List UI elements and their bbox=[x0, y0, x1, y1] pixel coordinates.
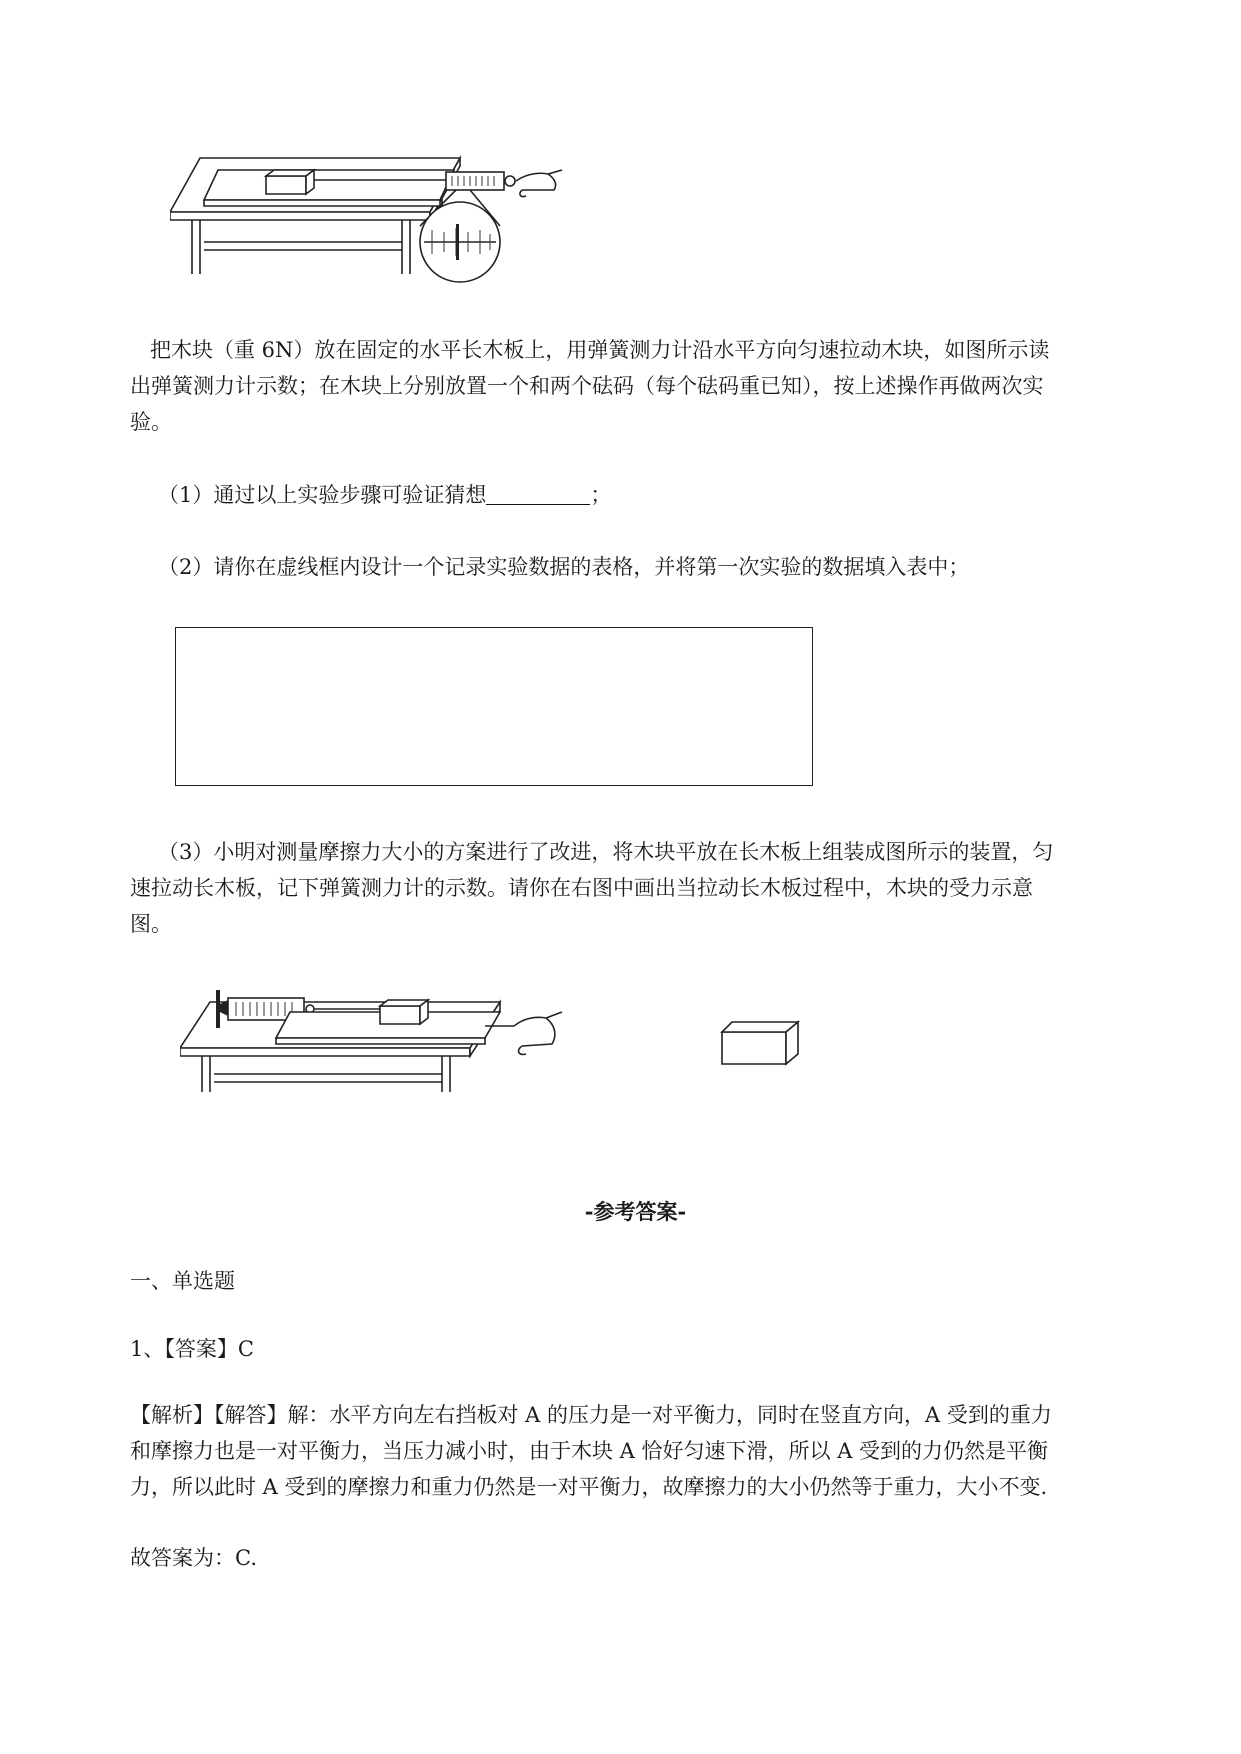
figure-2-improved-setup bbox=[180, 990, 620, 1095]
question-1-end: ； bbox=[590, 483, 612, 507]
question-1 bbox=[158, 477, 611, 513]
wooden-block-diagram[interactable] bbox=[720, 1020, 802, 1066]
intro-line-1: 把木块（重 6N）放在固定的水平长木板上，用弹簧测力计沿水平方向匀速拉动木块，如图所示读 bbox=[150, 338, 1050, 362]
question-3-line-2: 速拉动长木板，记下弹簧测力计的示数。请你在右图中画出当拉动长木板过程中，木块的受力示意 bbox=[130, 876, 1033, 900]
analysis-line-2: 和摩擦力也是一对平衡力，当压力减小时，由于木块 A 恰好匀速下滑，所以 A 受到的力仍然是平衡 bbox=[130, 1439, 1049, 1463]
data-table-box[interactable] bbox=[175, 627, 813, 786]
answer-blank[interactable] bbox=[486, 482, 590, 505]
intro-line-3: 验。 bbox=[130, 410, 172, 434]
analysis-line-3: 力，所以此时 A 受到的摩擦力和重力仍然是一对平衡力，故摩擦力的大小仍然等于重力，大小不变. bbox=[130, 1475, 1048, 1499]
answer-conclusion: 故答案为：C. bbox=[130, 1546, 257, 1570]
question-3-line-3: 图。 bbox=[130, 912, 172, 936]
question-2: （2）请你在虚线框内设计一个记录实验数据的表格，并将第一次实验的数据填入表中； bbox=[158, 555, 970, 579]
answer-item-1: 1、【答案】C bbox=[130, 1337, 254, 1361]
answer-title: -参考答案- bbox=[584, 1199, 687, 1224]
section-heading: 一、单选题 bbox=[130, 1269, 235, 1293]
intro-paragraph bbox=[150, 332, 1049, 368]
question-3-line-1: （3）小明对测量摩擦力大小的方案进行了改进，将木块平放在长木板上组装成图所示的装置，匀 bbox=[158, 840, 1054, 864]
figure-1-experiment-setup bbox=[170, 150, 590, 300]
question-1-text: （1）通过以上实验步骤可验证猜想 bbox=[158, 483, 487, 507]
analysis-line-1: 【解析】【解答】解：水平方向左右挡板对 A 的压力是一对平衡力，同时在竖直方向，A 受到的重力 bbox=[130, 1403, 1052, 1427]
intro-line-2: 出弹簧测力计示数；在木块上分别放置一个和两个砝码（每个砝码重已知），按上述操作再做两次实 bbox=[130, 374, 1044, 398]
